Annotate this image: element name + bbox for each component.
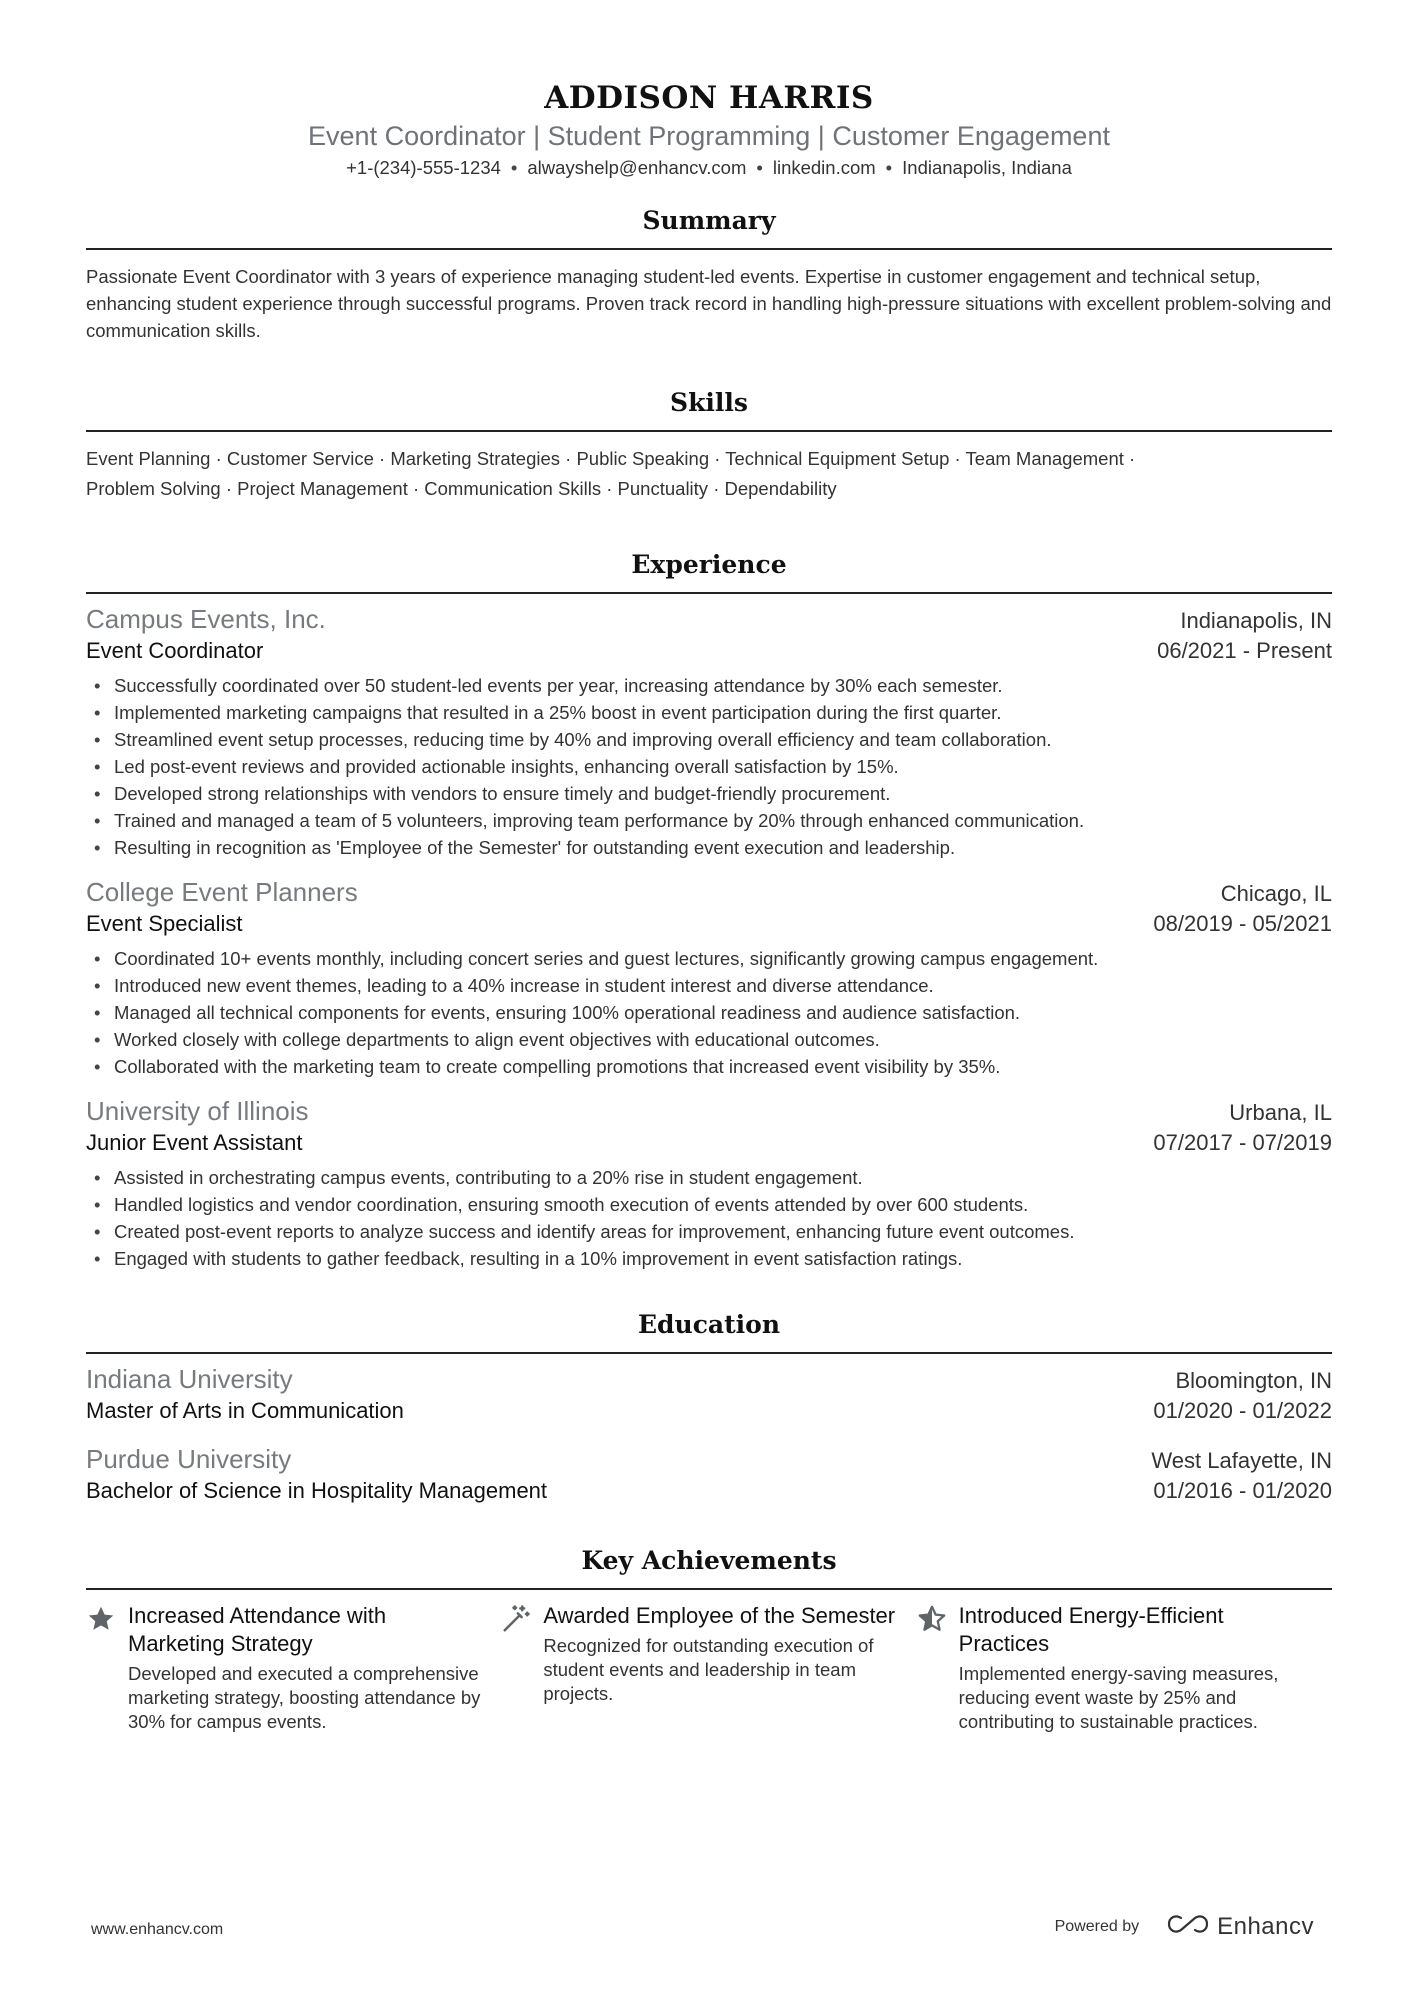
job-company: Campus Events, Inc. — [86, 604, 326, 634]
education-section — [86, 1308, 1332, 1506]
half-star-icon — [917, 1602, 959, 1734]
resume-page — [86, 78, 1332, 1734]
education-subheader — [86, 1476, 1332, 1506]
job-dates: 08/2019 - 05/2021 — [1153, 911, 1332, 936]
summary-section — [86, 204, 1332, 344]
school-location: West Lafayette, IN — [1151, 1448, 1332, 1473]
footer-website[interactable]: www.enhancv.com — [91, 1921, 224, 1938]
job-location: Chicago, IL — [1220, 881, 1332, 906]
separator-dot: • — [510, 157, 518, 178]
degree: Master of Arts in Communication — [86, 1398, 404, 1423]
education-dates: 01/2020 - 01/2022 — [1153, 1398, 1332, 1423]
section-divider — [86, 1588, 1332, 1590]
achievements-section — [86, 1544, 1332, 1734]
education-entry — [86, 1442, 1332, 1506]
job-dates: 06/2021 - Present — [1157, 638, 1332, 663]
list-item: • Created post-event reports to analyze success and identify areas for improvement, enhancing future event outcomes. — [86, 1218, 1332, 1245]
footer-branding — [1055, 1912, 1314, 1941]
achievement-item — [917, 1602, 1332, 1734]
list-item: • Assisted in orchestrating campus events, contributing to a 20% rise in student engagement. — [86, 1164, 1332, 1191]
achievement-desc: Implemented energy-saving measures, reducing event waste by 25% and contributing to sustainable practices. — [958, 1663, 1279, 1732]
education-dates: 01/2016 - 01/2020 — [1153, 1478, 1332, 1503]
list-item: • Coordinated 10+ events monthly, including concert series and guest lectures, significantly growing campus engagement. — [86, 945, 1332, 972]
list-item: • Led post-event reviews and provided actionable insights, enhancing overall satisfaction by 15%. — [86, 753, 1332, 780]
education-subheader — [86, 1396, 1332, 1426]
achievement-body — [128, 1602, 481, 1734]
job-entry — [86, 602, 1332, 861]
list-item: • Successfully coordinated over 50 student-led events per year, increasing attendance by 30% each semester. — [86, 672, 1332, 699]
list-item: • Engaged with students to gather feedback, resulting in a 10% improvement in event satisfaction ratings. — [86, 1245, 1332, 1272]
separator-dot: • — [885, 157, 893, 178]
achievement-body — [543, 1602, 896, 1734]
job-subheader — [86, 909, 1332, 939]
section-divider — [86, 430, 1332, 432]
school-location: Bloomington, IN — [1175, 1368, 1332, 1393]
skills-list — [86, 444, 1332, 504]
star-icon — [86, 1602, 128, 1734]
job-role: Event Coordinator — [86, 638, 264, 663]
achievement-item — [86, 1602, 501, 1734]
school-name: Purdue University — [86, 1444, 292, 1474]
powered-by-label: Powered by — [1054, 1917, 1140, 1935]
separator-dot: • — [756, 157, 763, 178]
section-divider — [86, 248, 1332, 250]
list-item: • Resulting in recognition as 'Employee of the Semester' for outstanding event execution and leadership. — [86, 834, 1332, 861]
contact-line — [86, 155, 1332, 181]
job-role: Junior Event Assistant — [86, 1130, 303, 1155]
education-entry — [86, 1362, 1332, 1426]
list-item: • Developed strong relationships with vendors to ensure timely and budget-friendly procurement. — [86, 780, 1332, 807]
list-item: • Introduced new event themes, leading to a 40% increase in student interest and diverse attendance. — [86, 972, 1332, 999]
skills-section — [86, 386, 1332, 504]
resume-header — [86, 78, 1332, 181]
job-subheader — [86, 1128, 1332, 1158]
job-role: Event Specialist — [86, 911, 243, 936]
education-header — [86, 1362, 1332, 1396]
summary-text: Passionate Event Coordinator with 3 years of experience managing student-led events. Expertise in customer engagement and technical setup, enhancing student experience through successful programs. Proven track record in handling high-pressure situations with excellent problem-solving and communication skills. — [86, 266, 1332, 341]
contact-location: Indianapolis, Indiana — [902, 157, 1072, 178]
education-header — [86, 1442, 1332, 1476]
section-divider — [86, 1352, 1332, 1354]
section-divider — [86, 592, 1332, 594]
enhancv-logo-icon — [1167, 1912, 1209, 1941]
contact-linkedin: linkedin.com — [772, 157, 876, 178]
achievement-title: Introduced Energy-Efficient Practices — [958, 1603, 1224, 1656]
summary-title: Summary — [642, 206, 776, 235]
job-company: University of Illinois — [86, 1096, 309, 1126]
job-company: College Event Planners — [86, 877, 358, 907]
list-item: • Implemented marketing campaigns that resulted in a 25% boost in event participation during the first quarter. — [86, 699, 1332, 726]
job-header — [86, 602, 1332, 636]
job-bullets — [86, 1164, 1332, 1272]
job-location: Urbana, IL — [1229, 1100, 1332, 1125]
job-bullets — [86, 945, 1332, 1080]
experience-title: Experience — [631, 550, 787, 579]
skills-line-1: Event Planning · Customer Service · Marketing Strategies · Public Speaking · Technical Equipment Setup · Team Management · — [86, 448, 1136, 469]
candidate-tagline: Event Coordinator | Student Programming | Customer Engagement — [308, 121, 1110, 151]
school-name: Indiana University — [86, 1364, 293, 1394]
achievement-item — [501, 1602, 916, 1734]
achievement-title: Increased Attendance with Marketing Strategy — [128, 1603, 387, 1656]
job-bullets — [86, 672, 1332, 861]
education-title: Education — [637, 1310, 781, 1339]
achievement-desc: Recognized for outstanding execution of student events and leadership in team projects. — [543, 1635, 874, 1704]
job-subheader — [86, 636, 1332, 666]
list-item: • Collaborated with the marketing team to create compelling promotions that increased event visibility by 35%. — [86, 1053, 1332, 1080]
list-item: • Managed all technical components for events, ensuring 100% operational readiness and audience satisfaction. — [86, 999, 1332, 1026]
achievements-title: Key Achievements — [581, 1546, 837, 1575]
job-location: Indianapolis, IN — [1180, 608, 1332, 633]
list-item: • Worked closely with college departments to align event objectives with educational outcomes. — [86, 1026, 1332, 1053]
job-entry — [86, 1094, 1332, 1272]
candidate-name: ADDISON HARRIS — [544, 80, 874, 116]
list-item: • Streamlined event setup processes, reducing time by 40% and improving overall efficiency and team collaboration. — [86, 726, 1332, 753]
list-item: • Handled logistics and vendor coordination, ensuring smooth execution of events attended by over 600 students. — [86, 1191, 1332, 1218]
achievement-desc: Developed and executed a comprehensive marketing strategy, boosting attendance by 30% for campus events. — [128, 1663, 481, 1732]
achievement-body — [959, 1602, 1312, 1734]
brand-name: Enhancv — [1217, 1912, 1314, 1940]
achievement-title: Awarded Employee of the Semester — [543, 1603, 896, 1628]
job-entry — [86, 875, 1332, 1080]
list-item: • Trained and managed a team of 5 volunteers, improving team performance by 20% through enhanced communication. — [86, 807, 1332, 834]
experience-section — [86, 548, 1332, 1272]
contact-email: alwayshelp@enhancv.com — [527, 157, 747, 178]
skills-line-2: Problem Solving · Project Management · Communication Skills · Punctuality · Dependability — [86, 478, 837, 499]
job-header — [86, 875, 1332, 909]
job-dates: 07/2017 - 07/2019 — [1153, 1130, 1332, 1155]
job-header — [86, 1094, 1332, 1128]
achievements-grid — [86, 1602, 1332, 1734]
degree: Bachelor of Science in Hospitality Management — [86, 1478, 548, 1503]
magic-wand-icon — [501, 1602, 543, 1734]
contact-phone: +1-(234)-555-1234 — [346, 157, 501, 178]
skills-title: Skills — [670, 388, 748, 417]
